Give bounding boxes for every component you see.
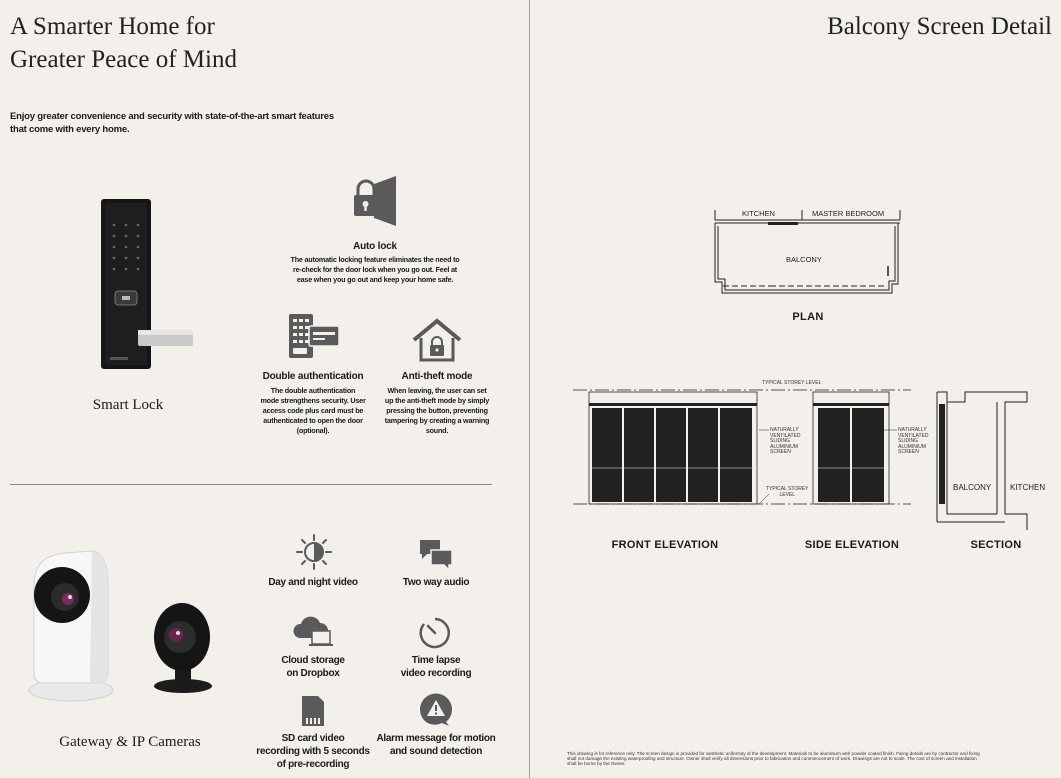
camera-feature-day-night	[253, 576, 373, 589]
day-night-icon	[294, 533, 334, 571]
house-lock-icon	[411, 318, 463, 362]
intro-text	[10, 110, 370, 136]
cameras-label: Gateway & IP Cameras	[59, 734, 201, 750]
smart-lock-image	[98, 197, 198, 372]
section-balcony-label: BALCONY	[953, 483, 992, 492]
camera-feature-line: SD card video	[281, 733, 345, 744]
camera-feature-two-way-audio	[376, 576, 496, 589]
note-line: NATURALLY	[898, 427, 927, 433]
note-line: VENTILATED	[898, 432, 929, 439]
camera-feature-line: video recording	[400, 668, 472, 679]
storey-line: TYPICAL STOREY	[766, 486, 809, 492]
disclaimer-line: This drawing is for reference only. The screen design is provided for aesthetic uniformity of the development. Materials to be aluminium with powder coated finish. Fixing details are by contractor and fixing	[567, 751, 980, 756]
timer-icon	[417, 616, 453, 650]
plan-label: PLAN	[792, 311, 824, 323]
sd-card-icon	[300, 694, 326, 728]
section-label: SECTION	[970, 539, 1022, 551]
ip-cameras-image	[26, 545, 216, 705]
section-drawing	[935, 390, 1061, 530]
elevation-drawing	[573, 380, 923, 510]
anti-theft-desc-line: pressing the button, preventing	[386, 406, 488, 415]
side-elevation-note	[898, 428, 928, 456]
note-line: SLIDING	[770, 438, 791, 444]
note-line: ALUMINIUM	[770, 443, 799, 450]
note-line: VENTILATED	[770, 432, 801, 439]
typical-storey-level-top: TYPICAL STOREY LEVEL	[762, 380, 822, 386]
auto-lock-desc-line: The automatic locking feature eliminates the need to	[290, 255, 460, 264]
anti-theft-desc-line: up the anti-theft mode by simply	[384, 396, 490, 405]
cloud-storage-icon	[292, 614, 334, 648]
anti-theft-desc-line: sound.	[425, 426, 449, 435]
side-elevation-label: SIDE ELEVATION	[804, 539, 900, 551]
camera-feature-line: Cloud storage	[281, 655, 345, 666]
keypad-card-icon	[287, 312, 341, 360]
auto-lock-desc-line: re-check for the door lock when you go out. Feel at	[293, 265, 457, 274]
chat-bubbles-icon	[418, 538, 454, 572]
note-line: NATURALLY	[770, 427, 799, 433]
double-auth-desc-line: authenticated to open the door	[263, 416, 363, 425]
auto-lock-desc	[275, 255, 475, 285]
intro-line-2: that come with every home.	[10, 124, 130, 135]
section-divider	[10, 484, 492, 485]
smart-lock-label: Smart Lock	[92, 397, 164, 413]
intro-line-1: Enjoy greater convenience and security with state-of-the-art smart features	[10, 111, 334, 122]
camera-feature-line: Day and night video	[268, 577, 358, 588]
page-title	[10, 10, 330, 76]
camera-feature-line: recording with 5 seconds	[256, 746, 370, 757]
double-auth-desc-line: access code plus card must be	[262, 406, 364, 415]
camera-feature-cloud-storage	[253, 654, 373, 680]
note-line: SCREEN	[898, 449, 919, 455]
camera-feature-line: Alarm message for motion	[376, 733, 496, 744]
camera-feature-sd-card	[248, 732, 378, 771]
double-auth-desc-line: mode strengthens security. User	[260, 396, 366, 405]
door-lock-icon	[352, 174, 400, 228]
plan-balcony-label: BALCONY	[786, 255, 822, 264]
double-auth-desc-line: (optional).	[296, 426, 330, 435]
note-line: SLIDING	[898, 438, 919, 444]
anti-theft-title: Anti-theft mode	[401, 371, 473, 382]
camera-feature-line: Time lapse	[411, 655, 461, 666]
camera-feature-line: and sound detection	[389, 746, 483, 757]
double-auth-desc	[253, 386, 373, 436]
camera-feature-alarm	[371, 732, 501, 758]
note-line: SCREEN	[770, 449, 791, 455]
front-elevation-note	[770, 428, 800, 456]
title-line-1: A Smarter Home for	[10, 13, 215, 40]
disclaimer-line: shall not damage the existing waterproofing and structure. Owner shall verify all dimensions prior to fabrication and commencement of work. Drawings are not to scale. The cost of screen and installation	[567, 756, 977, 762]
plan-kitchen-label: KITCHEN	[742, 209, 775, 218]
page-divider	[529, 0, 530, 778]
anti-theft-desc	[377, 386, 497, 436]
note-line: ALUMINIUM	[898, 443, 927, 450]
anti-theft-desc-line: tampering by creating a warning	[384, 416, 490, 425]
camera-feature-line: Two way audio	[402, 577, 470, 588]
auto-lock-title: Auto lock	[353, 241, 397, 252]
anti-theft-desc-line: When leaving, the user can set	[387, 386, 487, 395]
camera-feature-line: on Dropbox	[286, 668, 340, 679]
plan-master-bedroom-label: MASTER BEDROOM	[812, 209, 885, 218]
double-auth-desc-line: The double authentication	[270, 386, 356, 395]
disclaimer-text	[567, 751, 1051, 767]
camera-feature-line: of pre-recording	[276, 759, 350, 770]
disclaimer-line: shall be borne by the Owner.	[567, 761, 626, 767]
auto-lock-desc-line: ease when you go out and keep your home safe.	[296, 275, 454, 284]
double-auth-title: Double authentication	[262, 371, 364, 382]
balcony-title: Balcony Screen Detail	[827, 13, 1052, 40]
front-elevation-label: FRONT ELEVATION	[611, 539, 719, 551]
typical-storey-level-bottom	[766, 487, 809, 498]
storey-line: LEVEL	[779, 491, 796, 498]
camera-feature-time-lapse	[376, 654, 496, 680]
section-kitchen-label: KITCHEN	[1010, 483, 1046, 492]
alarm-icon	[416, 692, 456, 728]
title-line-2: Greater Peace of Mind	[10, 46, 237, 73]
